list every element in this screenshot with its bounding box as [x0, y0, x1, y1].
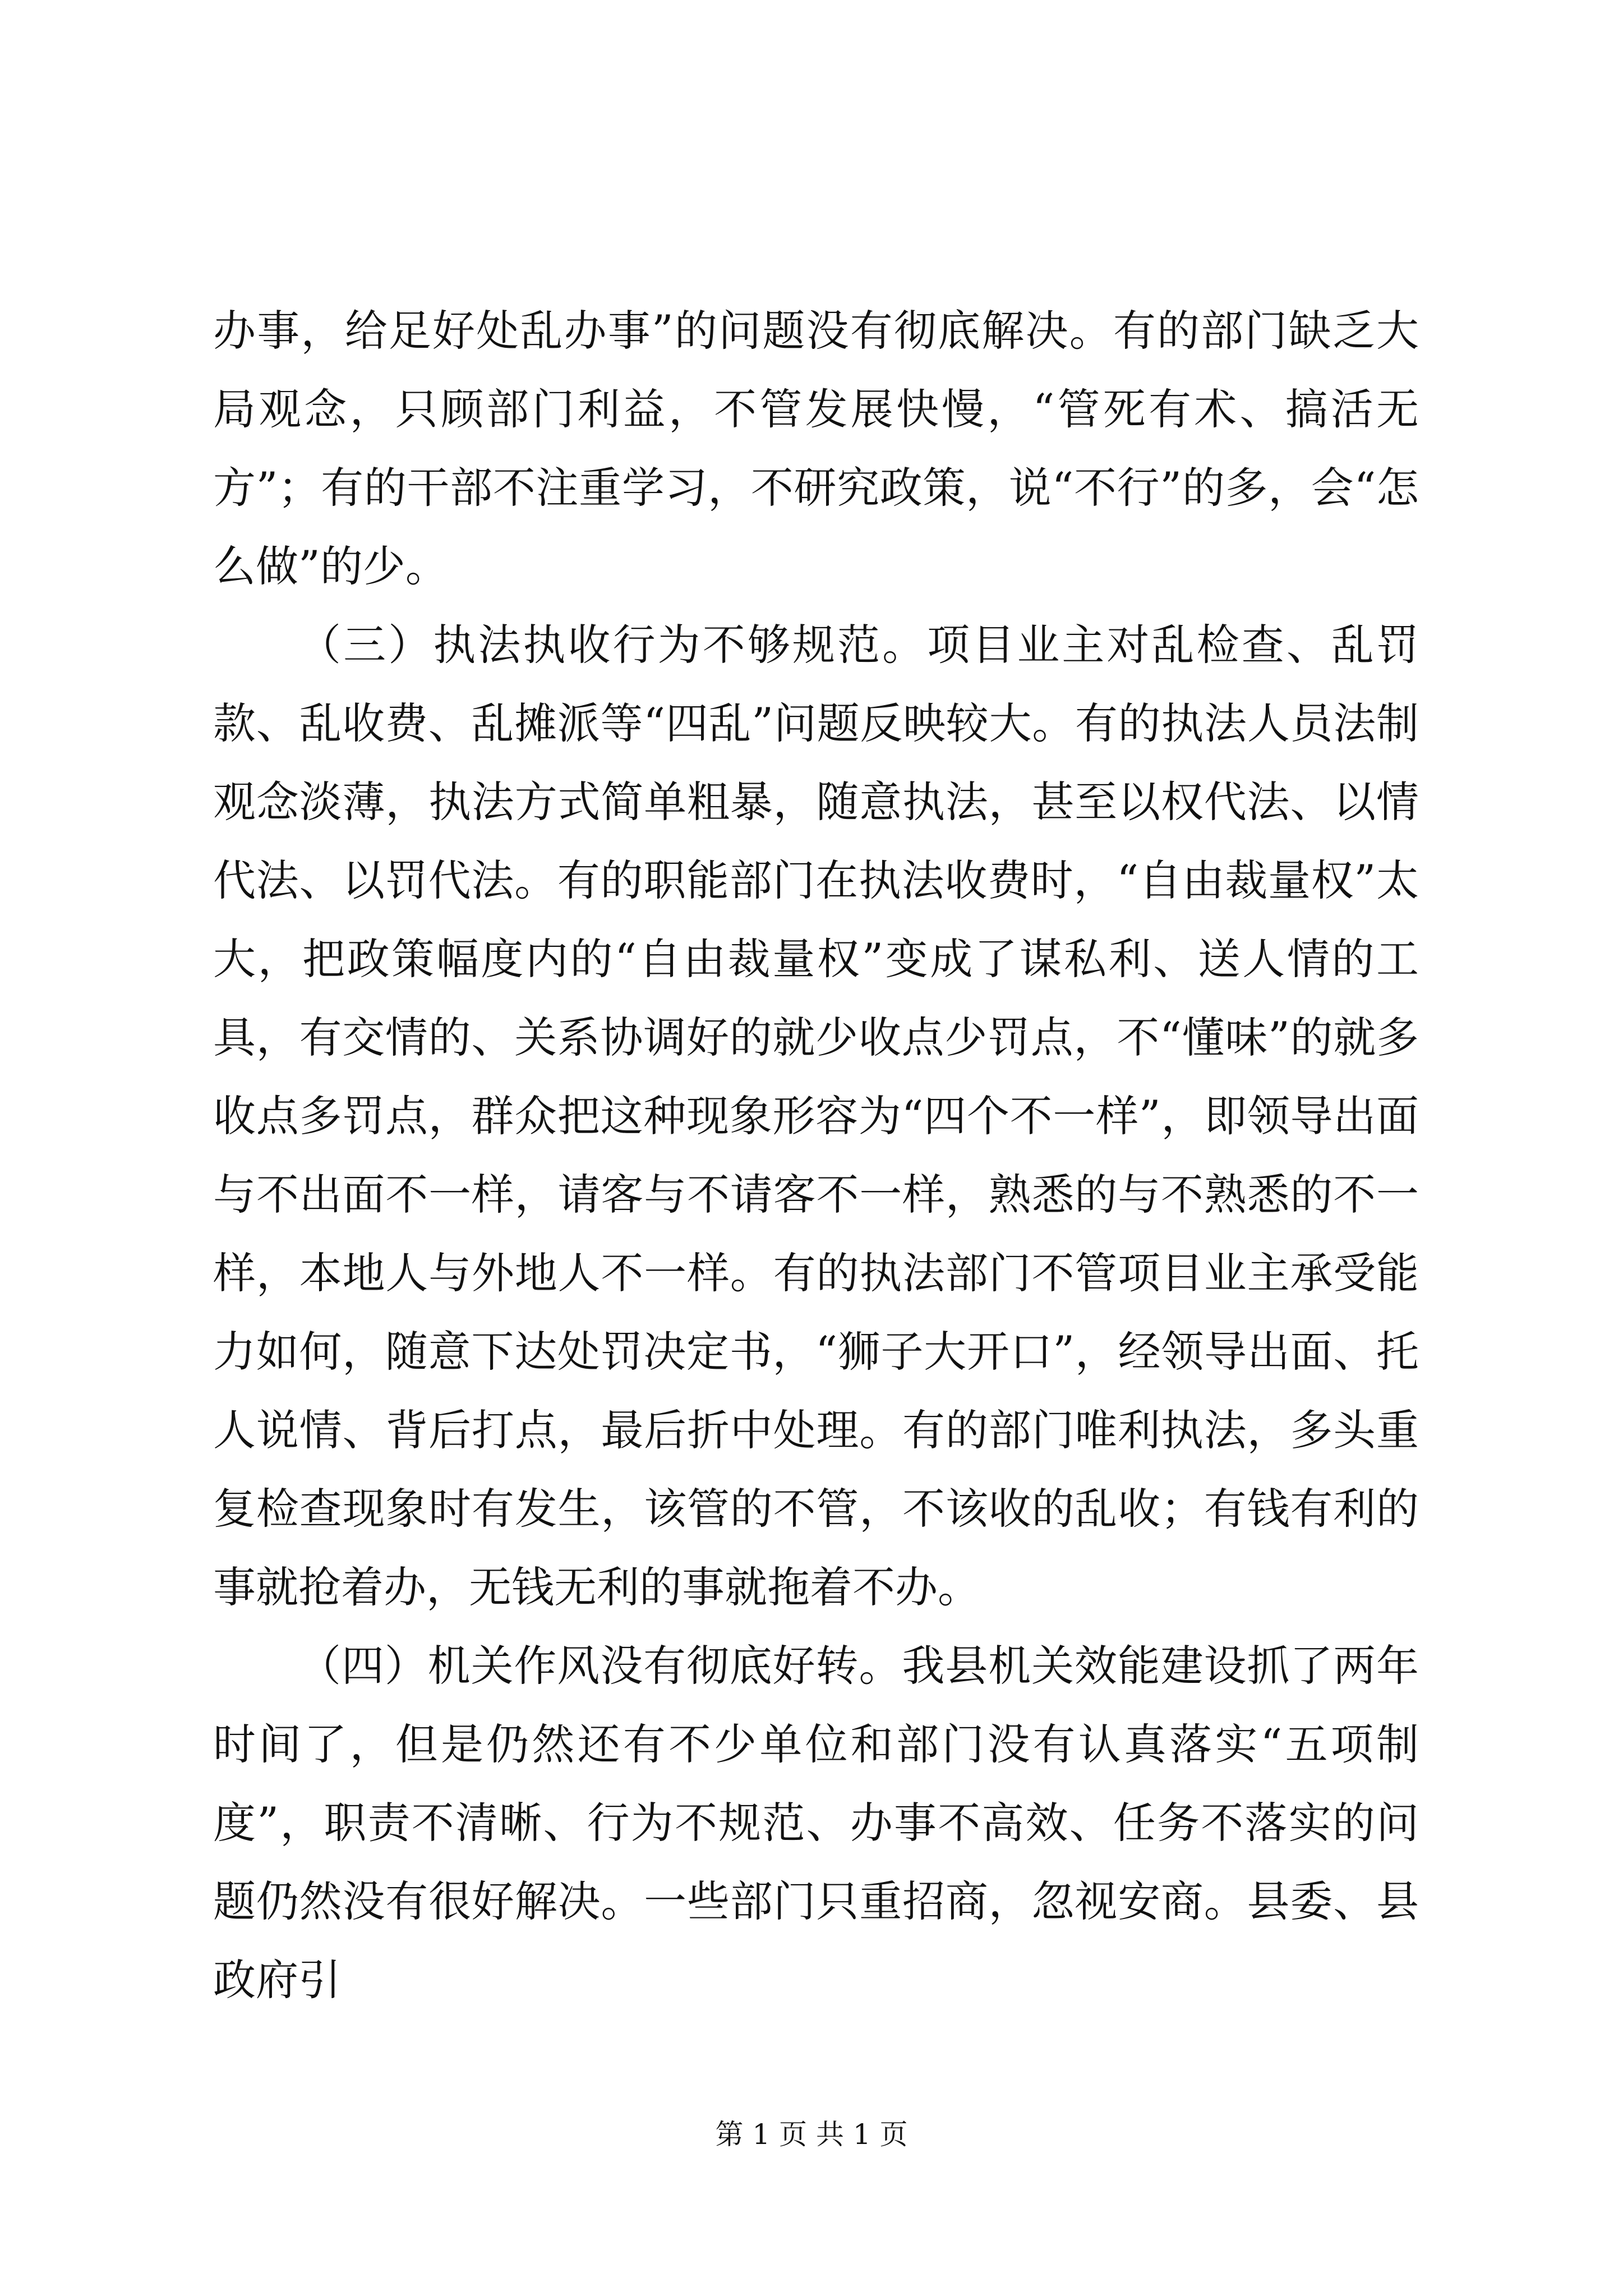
- document-body: [213, 292, 1419, 2019]
- paragraph-continuation: 办事，给足好处乱办事”的问题没有彻底解决。有的部门缺乏大局观念，只顾部门利益，不管发展快慢，“管死有术、搞活无方”；有的干部不注重学习，不研究政策，说“不行”的多，会“怎么做”的少。: [213, 306, 1419, 591]
- paragraph-section-four: （四）机关作风没有彻底好转。我县机关效能建设抓了两年时间了，但是仍然还有不少单位和部门没有认真落实“五项制度”，职责不清晰、行为不规范、办事不高效、任务不落实的问题仍然没有很好解决。一些部门只重招商，忽视安商。县委、县政府引: [213, 1641, 1419, 2005]
- paragraph-section-three: （三）执法执收行为不够规范。项目业主对乱检查、乱罚款、乱收费、乱摊派等“四乱”问题反映较大。有的执法人员法制观念淡薄，执法方式简单粗暴，随意执法，甚至以权代法、以情代法、以罚代法。有的职能部门在执法收费时，“自由裁量权”太大，把政策幅度内的“自由裁量权”变成了谋私利、送人情的工具，有交情的、关系协调好的就少收点少罚点，不“懂味”的就多收点多罚点，群众把这种现象形容为“四个不一样”，即领导出面与不出面不一样，请客与不请客不一样，熟悉的与不熟悉的不一样，本地人与外地人不一样。有的执法部门不管项目业主承受能力如何，随意下达处罚决定书，“狮子大开口”，经领导出面、托人说情、背后打点，最后折中处理。有的部门唯利执法，多头重复检查现象时有发生，该管的不管，不该收的乱收；有钱有利的事就抢着办，无钱无利的事就拖着不办。: [213, 620, 1419, 1612]
- page-footer: [0, 2115, 1623, 2154]
- page-number-label: 第 1 页 共 1 页: [715, 2118, 908, 2151]
